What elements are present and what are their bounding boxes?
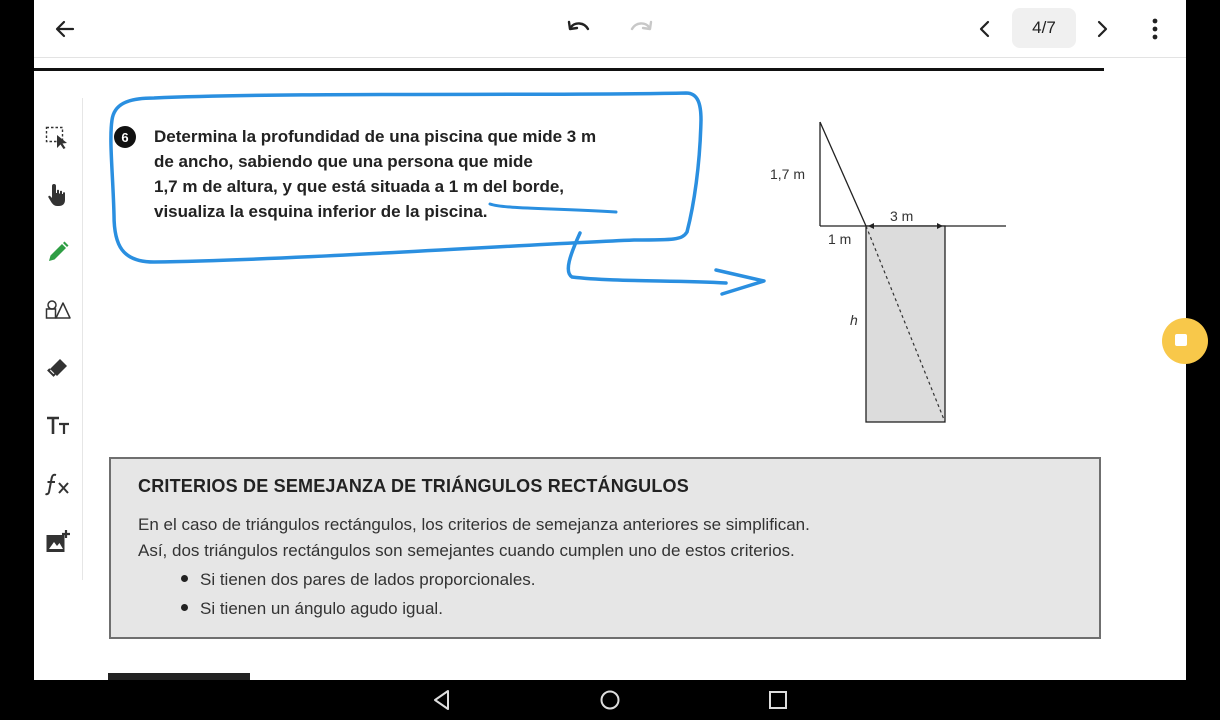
system-navigation-bar <box>0 680 1220 720</box>
text-size-icon <box>45 415 71 437</box>
pool-diagram <box>754 110 1024 430</box>
hand-tool[interactable] <box>44 181 72 209</box>
criteria-bullet <box>181 570 536 590</box>
underline-annotation <box>490 204 616 212</box>
exercise-number-badge: 6 <box>114 126 136 148</box>
circle-home-icon <box>599 689 621 711</box>
criteria-paragraph: Así, dos triángulos rectángulos son semejantes cuando cumplen uno de estos criterios. <box>138 541 795 560</box>
selection-cursor-icon <box>45 126 71 150</box>
bullet-icon <box>181 604 188 611</box>
sight-line <box>820 122 866 226</box>
back-button[interactable] <box>46 10 84 48</box>
label-pool-width: 3 m <box>890 208 914 224</box>
eraser-tool[interactable] <box>44 354 72 382</box>
more-vertical-icon <box>1152 18 1158 40</box>
next-section-tab <box>108 673 250 680</box>
redo-icon <box>628 18 654 40</box>
function-fx-icon <box>44 472 72 496</box>
shapes-icon <box>45 299 71 321</box>
arrow-left-icon <box>53 17 77 41</box>
formula-tool[interactable] <box>44 470 72 498</box>
hand-pointer-icon <box>46 182 70 208</box>
undo-button[interactable] <box>560 10 598 48</box>
nav-back-button[interactable] <box>428 688 456 712</box>
exercise-text-line: de ancho, sabiendo que una persona que mide <box>154 152 533 171</box>
criteria-title: CRITERIOS DE SEMEJANZA DE TRIÁNGULOS RECTÁNGULOS <box>138 476 689 496</box>
label-depth: h <box>850 312 858 328</box>
eraser-icon <box>46 356 70 380</box>
chevron-right-icon <box>1092 19 1112 39</box>
chevron-left-icon <box>975 19 995 39</box>
label-person-height: 1,7 m <box>770 166 806 182</box>
label-distance: 1 m <box>828 231 852 247</box>
criteria-bullet <box>181 599 443 619</box>
float-button-icon <box>1175 334 1187 346</box>
redo-button[interactable] <box>622 10 660 48</box>
left-gutter <box>0 0 34 680</box>
square-recents-icon <box>768 690 788 710</box>
text-tool[interactable] <box>44 412 72 440</box>
criteria-paragraph: En el caso de triángulos rectángulos, los criterios de semejanza anteriores se simplifican. <box>138 515 810 534</box>
next-page-button[interactable] <box>1083 10 1121 48</box>
document-page <box>34 0 1186 680</box>
criteria-box <box>109 457 1101 639</box>
select-tool[interactable] <box>44 124 72 152</box>
pencil-icon <box>46 240 70 264</box>
document-header-rule <box>34 68 1104 71</box>
add-image-icon <box>45 529 71 555</box>
nav-recents-button[interactable] <box>764 688 792 712</box>
criteria-bullet-text: Si tienen dos pares de lados proporcionales. <box>200 570 536 589</box>
exercise-text-line: visualiza la esquina inferior de la piscina. <box>154 202 488 221</box>
criteria-bullet-text: Si tienen un ángulo agudo igual. <box>200 599 443 618</box>
tool-sidebar <box>34 98 83 580</box>
nav-home-button[interactable] <box>596 688 624 712</box>
previous-page-button[interactable] <box>966 10 1004 48</box>
top-toolbar <box>34 0 1186 58</box>
insert-image-tool[interactable] <box>44 528 72 556</box>
shapes-tool[interactable] <box>44 296 72 324</box>
pen-tool[interactable] <box>44 238 72 266</box>
arrow-annotation-shaft <box>568 233 726 283</box>
page-indicator[interactable]: 4/7 <box>1012 8 1076 48</box>
exercise-text-line: 1,7 m de altura, y que está situada a 1 m del borde, <box>154 177 565 196</box>
more-options-button[interactable] <box>1136 10 1174 48</box>
exercise-text-line: Determina la profundidad de una piscina que mide 3 m <box>154 127 597 146</box>
undo-icon <box>566 18 592 40</box>
triangle-back-icon <box>432 689 452 711</box>
bullet-icon <box>181 575 188 582</box>
